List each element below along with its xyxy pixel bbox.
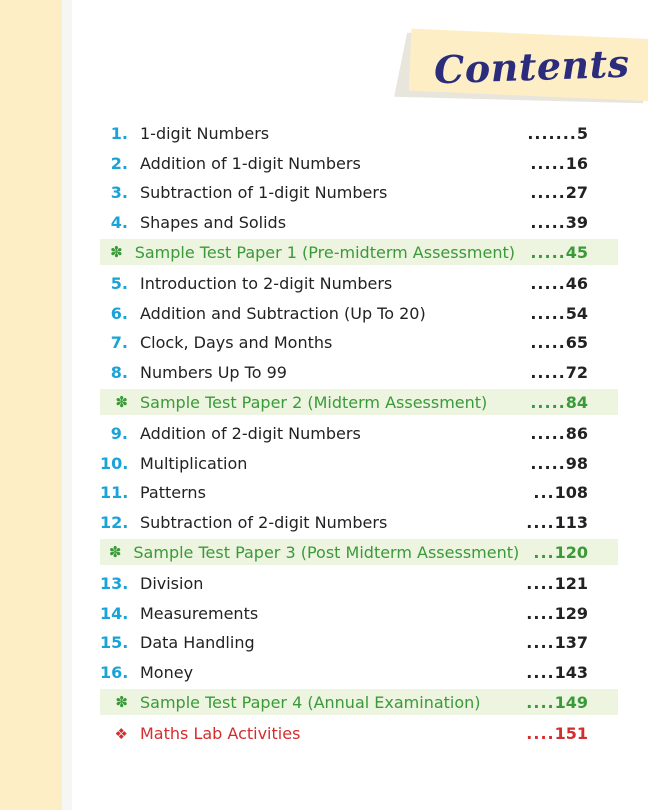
page-number: 108 [554, 483, 588, 503]
page-reference [498, 513, 618, 532]
chapter-number: 5. [110, 274, 128, 294]
page-number: 113 [554, 512, 588, 532]
chapter-title: Addition and Subtraction (Up To 20) [140, 303, 426, 323]
leader-dots: ..... [530, 274, 566, 294]
leader-dots: ... [533, 542, 555, 562]
page-title: Contents [433, 40, 631, 93]
chapter-number: 14. [100, 603, 129, 623]
chapter-title: Shapes and Solids [140, 212, 287, 232]
toc-entry-8[interactable] [100, 358, 618, 388]
leader-dots: ..... [530, 303, 566, 323]
page-reference [498, 363, 618, 382]
page-number: 121 [554, 574, 588, 594]
page-reference [498, 213, 618, 232]
page-number: 45 [565, 242, 588, 262]
page-reference [498, 304, 618, 323]
diamond-bullet-icon: ❖ [114, 724, 128, 743]
toc-entry-maths-lab[interactable] [100, 719, 618, 749]
toc-entry-15[interactable] [100, 628, 618, 658]
page-number: 129 [554, 603, 588, 623]
toc-entry-sample-test-2[interactable] [100, 389, 618, 415]
toc-entry-1[interactable] [100, 119, 618, 149]
toc-entry-11[interactable] [100, 478, 618, 508]
page-reference [498, 693, 618, 712]
leader-dots: .... [526, 574, 555, 594]
flower-bullet-icon: ✽ [115, 693, 128, 711]
toc-entry-7[interactable] [100, 328, 618, 358]
page-number: 143 [554, 662, 588, 682]
page-reference [498, 633, 618, 652]
toc-entry-4[interactable] [100, 208, 618, 238]
chapter-number: 1. [110, 124, 128, 144]
page-number: 27 [565, 183, 588, 203]
page-number: 54 [565, 303, 588, 323]
leader-dots: .... [526, 603, 555, 623]
page-number: 151 [554, 724, 588, 744]
page-reference [498, 663, 618, 682]
page-number: 72 [565, 362, 588, 382]
page-number: 5 [576, 124, 588, 144]
chapter-title: Money [140, 662, 194, 682]
chapter-title: Addition of 2-digit Numbers [140, 424, 361, 444]
page-reference [498, 393, 618, 412]
title-banner [400, 32, 648, 104]
toc-entry-10[interactable] [100, 449, 618, 479]
chapter-number: 4. [110, 212, 128, 232]
toc-entry-16[interactable] [100, 658, 618, 688]
chapter-title: Patterns [140, 483, 206, 503]
page-reference [519, 543, 618, 562]
toc-entry-9[interactable] [100, 419, 618, 449]
page-reference [498, 424, 618, 443]
chapter-title: Introduction to 2-digit Numbers [140, 274, 393, 294]
chapter-title: Measurements [140, 603, 259, 623]
sample-test-title: Sample Test Paper 4 (Annual Examination) [140, 692, 481, 712]
page-number: 98 [565, 453, 588, 473]
table-of-contents [100, 119, 618, 749]
toc-entry-2[interactable] [100, 149, 618, 179]
leader-dots: ... [533, 483, 555, 503]
page-reference [498, 124, 618, 143]
left-decorative-strip [0, 0, 62, 810]
toc-entry-14[interactable] [100, 599, 618, 629]
left-strip-edge [62, 0, 72, 810]
leader-dots: ..... [530, 424, 566, 444]
toc-entry-3[interactable] [100, 178, 618, 208]
page-reference [498, 333, 618, 352]
page-reference [498, 724, 618, 743]
chapter-title: Data Handling [140, 633, 255, 653]
toc-entry-sample-test-3[interactable] [100, 539, 618, 565]
page-reference [498, 483, 618, 502]
chapter-title: Numbers Up To 99 [140, 362, 287, 382]
page-reference [498, 574, 618, 593]
chapter-number: 7. [110, 333, 128, 353]
chapter-number: 11. [100, 483, 129, 503]
page-number: 46 [565, 274, 588, 294]
chapter-title: Addition of 1-digit Numbers [140, 153, 361, 173]
chapter-number: 16. [100, 662, 129, 682]
leader-dots: .... [526, 724, 555, 744]
page-number: 86 [565, 424, 588, 444]
chapter-number: 8. [110, 362, 128, 382]
chapter-title: Subtraction of 1-digit Numbers [140, 183, 388, 203]
page-number: 16 [565, 153, 588, 173]
page-number: 65 [565, 333, 588, 353]
leader-dots: .... [526, 512, 555, 532]
lab-activities-title: Maths Lab Activities [140, 724, 301, 744]
chapter-number: 13. [100, 574, 129, 594]
toc-entry-5[interactable] [100, 269, 618, 299]
leader-dots: .... [526, 633, 555, 653]
leader-dots: ..... [530, 183, 566, 203]
leader-dots: ..... [530, 362, 566, 382]
page-reference [498, 274, 618, 293]
leader-dots: ..... [530, 153, 566, 173]
chapter-title: Division [140, 574, 204, 594]
chapter-number: 3. [110, 183, 128, 203]
chapter-title: Multiplication [140, 453, 248, 473]
page-number: 137 [554, 633, 588, 653]
chapter-number: 2. [110, 153, 128, 173]
leader-dots: ..... [530, 392, 566, 412]
sample-test-title: Sample Test Paper 1 (Pre-midterm Assessment) [134, 242, 515, 262]
toc-entry-sample-test-1[interactable] [100, 239, 618, 265]
leader-dots: .... [526, 662, 555, 682]
chapter-number: 10. [100, 453, 129, 473]
leader-dots: ..... [530, 453, 566, 473]
chapter-title: Subtraction of 2-digit Numbers [140, 512, 388, 532]
toc-entry-12[interactable] [100, 508, 618, 538]
page-reference [498, 454, 618, 473]
leader-dots: ..... [530, 333, 566, 353]
leader-dots: ..... [530, 242, 566, 262]
chapter-number: 15. [100, 633, 129, 653]
chapter-title: Clock, Days and Months [140, 333, 333, 353]
toc-entry-6[interactable] [100, 299, 618, 329]
chapter-number: 6. [110, 303, 128, 323]
sample-test-title: Sample Test Paper 3 (Post Midterm Assessment) [133, 542, 520, 562]
flower-bullet-icon: ✽ [108, 543, 122, 561]
chapter-number: 12. [100, 512, 129, 532]
chapter-number: 9. [110, 424, 128, 444]
page-reference [498, 183, 618, 202]
page-number: 120 [554, 542, 588, 562]
sample-test-title: Sample Test Paper 2 (Midterm Assessment) [140, 392, 488, 412]
leader-dots: ..... [530, 212, 566, 232]
page-number: 84 [565, 392, 588, 412]
toc-entry-sample-test-4[interactable] [100, 689, 618, 715]
page-reference [498, 154, 618, 173]
flower-bullet-icon: ✽ [115, 393, 128, 411]
page-reference [515, 243, 618, 262]
page-reference [498, 604, 618, 623]
page-number: 39 [565, 212, 588, 232]
flower-bullet-icon: ✽ [110, 243, 123, 261]
toc-entry-13[interactable] [100, 569, 618, 599]
chapter-title: 1-digit Numbers [140, 124, 270, 144]
leader-dots: .... [526, 692, 555, 712]
page-number: 149 [554, 692, 588, 712]
leader-dots: ....... [527, 124, 577, 144]
